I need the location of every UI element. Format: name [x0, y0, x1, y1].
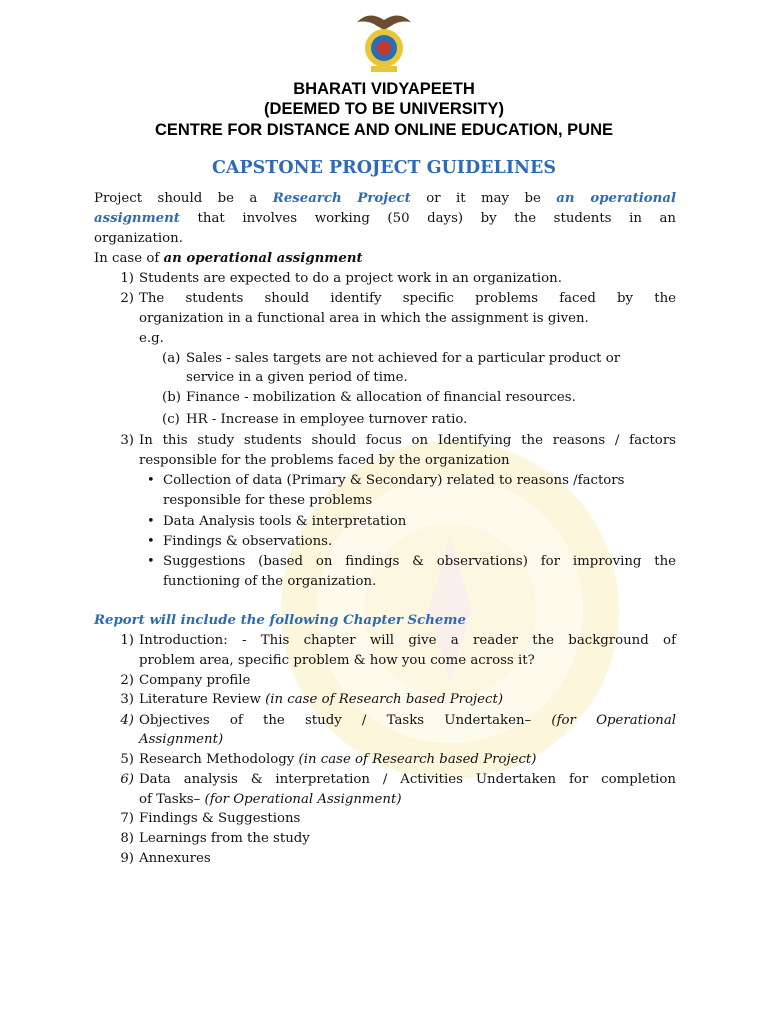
chapter-item: Literature Review (in case of Research based Project) [139, 692, 504, 707]
list-number: 1) [120, 633, 134, 648]
intro-line-1: Project should be a Research Project or it may be an operational [94, 191, 677, 206]
list-item: The students should identify specific problems faced by the [139, 291, 676, 306]
list-number: 3) [120, 433, 134, 448]
list-number: 2) [120, 673, 134, 688]
chapter-item: Objectives of the study / Tasks Undertaken– (for Operational [139, 713, 677, 728]
list-number: 3) [120, 692, 134, 707]
list-item-continued: responsible for the problems faced by the organization [139, 453, 510, 468]
university-logo [355, 8, 413, 74]
sub-label: (b) [162, 390, 181, 405]
bullet-icon: • [147, 473, 155, 488]
sub-item: Sales - sales targets are not achieved for a particular product or [186, 351, 621, 366]
sub-item: HR - Increase in employee turnover ratio. [186, 412, 468, 427]
bullet-icon: • [147, 554, 155, 569]
bullet-item-continued: functioning of the organization. [163, 574, 377, 589]
list-number: 8) [120, 831, 134, 846]
chapter-item-continued: Assignment) [139, 732, 224, 747]
chapter-item: Findings & Suggestions [139, 811, 301, 826]
chapter-item-continued: problem area, specific problem & how you come across it? [139, 653, 535, 668]
institution-name: BHARATI VIDYAPEETH [293, 80, 475, 98]
bullet-item: Collection of data (Primary & Secondary) related to reasons /factors [163, 473, 625, 488]
case-heading: In case of an operational assignment [94, 251, 363, 266]
list-number: 2) [120, 291, 134, 306]
institution-centre: CENTRE FOR DISTANCE AND ONLINE EDUCATION, PUNE [154, 121, 614, 139]
bullet-item-continued: responsible for these problems [163, 493, 373, 508]
sub-label: (a) [162, 351, 181, 366]
list-number: 6) [120, 772, 134, 787]
chapter-item: Introduction: - This chapter will give a reader the background of [139, 633, 676, 648]
sub-item: Finance - mobilization & allocation of financial resources. [186, 390, 576, 405]
list-item-continued: organization in a functional area in which the assignment is given. [139, 311, 589, 326]
list-number: 4) [120, 713, 134, 728]
list-number: 5) [120, 752, 134, 767]
chapter-item: Company profile [139, 673, 251, 688]
list-number: 1) [120, 271, 134, 286]
bullet-item: Suggestions (based on findings & observations) for improving the [163, 554, 676, 569]
list-item: In this study students should focus on Identifying the reasons / factors [139, 433, 676, 448]
institution-status: (DEEMED TO BE UNIVERSITY) [264, 100, 504, 118]
intro-line-3: organization. [94, 231, 183, 246]
list-item: Students are expected to do a project work in an organization. [139, 271, 562, 286]
chapter-item-continued: of Tasks– (for Operational Assignment) [139, 792, 402, 807]
chapter-item: Annexures [139, 851, 211, 866]
list-number: 9) [120, 851, 134, 866]
chapter-item: Learnings from the study [139, 831, 310, 846]
sub-item-continued: service in a given period of time. [186, 370, 408, 385]
example-label: e.g. [139, 331, 164, 346]
bullet-icon: • [147, 534, 155, 549]
bullet-item: Findings & observations. [163, 534, 333, 549]
bullet-icon: • [147, 514, 155, 529]
bullet-item: Data Analysis tools & interpretation [163, 514, 407, 529]
intro-line-2: assignment that involves working (50 days) by the students in an [94, 211, 676, 226]
section-heading: Report will include the following Chapter Scheme [94, 613, 466, 628]
page-title: CAPSTONE PROJECT GUIDELINES [212, 158, 556, 178]
sub-label: (c) [162, 412, 180, 427]
chapter-item: Data analysis & interpretation / Activities Undertaken for completion [139, 772, 676, 787]
list-number: 7) [120, 811, 134, 826]
chapter-item: Research Methodology (in case of Research based Project) [139, 752, 537, 767]
